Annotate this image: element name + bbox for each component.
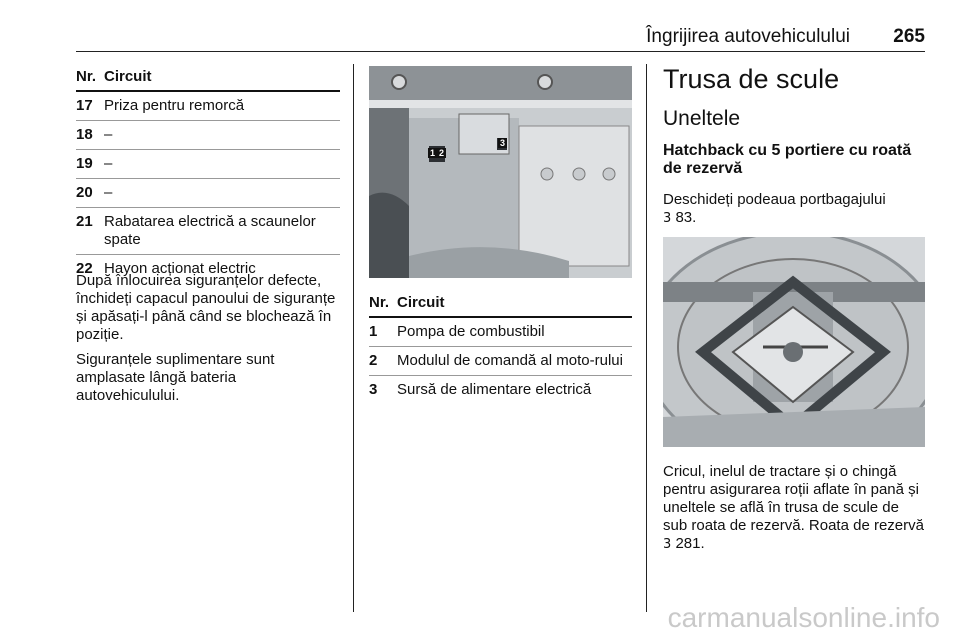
section-title: Trusa de scule xyxy=(663,64,840,94)
table-row xyxy=(369,376,632,404)
column-header-circuit: Circuit xyxy=(104,68,152,85)
table-row xyxy=(76,150,340,179)
row-circuit: – xyxy=(104,155,113,172)
cross-reference-page: 83. xyxy=(675,209,697,226)
paragraph-extra-fuses: Siguranțele suplimentare sunt amplasate lângă bateria autovehiculului. xyxy=(76,351,275,404)
row-number: 19 xyxy=(76,155,93,172)
column-header-nr: Nr. xyxy=(76,68,97,85)
table-header xyxy=(76,68,340,92)
right-intro-text xyxy=(663,191,925,228)
fuse-table-left xyxy=(76,68,340,283)
section-subtitle: Uneltele xyxy=(663,107,741,130)
watermark-text: carmanualsonline.info xyxy=(667,602,940,633)
row-number: 2 xyxy=(369,352,378,369)
toolkit-photo xyxy=(663,237,925,447)
table-row xyxy=(76,121,340,150)
column-divider-left xyxy=(353,64,354,612)
fusebox-photo xyxy=(369,66,632,278)
row-circuit: Modulul de comandă al moto-rului xyxy=(397,352,623,369)
row-number: 3 xyxy=(369,381,378,398)
column-header-circuit: Circuit xyxy=(397,294,445,311)
row-number: 17 xyxy=(76,97,93,114)
photo-label-2: 2 xyxy=(439,148,445,158)
paragraph-tools-location: Cricul, inelul de tractare și o chingă pentru asigurarea roții aflate în pană și uneltele se află în trusa de scule de sub roata de rezervă. Roata de rezervă xyxy=(663,463,924,534)
paragraph-fuse-replacement: După înlocuirea siguranțelor defecte, închideți capacul panoului de siguranțe și apăsați-l până când se blochează în poziție. xyxy=(76,272,336,343)
cross-reference-icon: 3 xyxy=(663,537,672,552)
running-header-title: Îngrijirea autovehiculului xyxy=(646,26,850,47)
right-body-text xyxy=(663,463,925,554)
row-number: 1 xyxy=(369,323,378,340)
header-rule xyxy=(76,51,925,52)
row-circuit: – xyxy=(104,184,113,201)
photo-label-1: 1 xyxy=(430,148,436,158)
row-circuit: Priza pentru remorcă xyxy=(104,97,245,114)
table-row xyxy=(369,347,632,376)
left-body-text xyxy=(76,272,342,412)
fuse-table-middle xyxy=(369,294,632,404)
row-circuit: Sursă de alimentare electrică xyxy=(397,381,592,398)
toolkit-illustration xyxy=(663,237,925,447)
photo-label-3: 3 xyxy=(500,138,506,148)
paragraph-open-floor: Deschideți podeaua portbagajului xyxy=(663,191,886,208)
column-divider-right xyxy=(646,64,647,612)
row-circuit: Hayon acționat electric xyxy=(104,260,256,277)
table-row xyxy=(76,208,340,255)
column-header-nr: Nr. xyxy=(369,294,390,311)
row-number: 20 xyxy=(76,184,93,201)
page-number: 265 xyxy=(893,26,925,47)
fusebox-illustration xyxy=(369,66,632,278)
table-row xyxy=(76,179,340,208)
row-number: 18 xyxy=(76,126,93,143)
row-circuit: Pompa de combustibil xyxy=(397,323,545,340)
table-row xyxy=(369,318,632,347)
row-circuit: – xyxy=(104,126,113,143)
table-header xyxy=(369,294,632,318)
table-row xyxy=(76,92,340,121)
row-number: 21 xyxy=(76,213,93,230)
row-number: 22 xyxy=(76,260,93,277)
cross-reference-page: 281. xyxy=(675,535,705,552)
cross-reference-icon: 3 xyxy=(663,211,672,226)
row-circuit: Rabatarea electrică a scaunelor spate xyxy=(104,213,316,248)
section-subheading: Hatchback cu 5 portiere cu roată de rezervă xyxy=(663,142,912,177)
